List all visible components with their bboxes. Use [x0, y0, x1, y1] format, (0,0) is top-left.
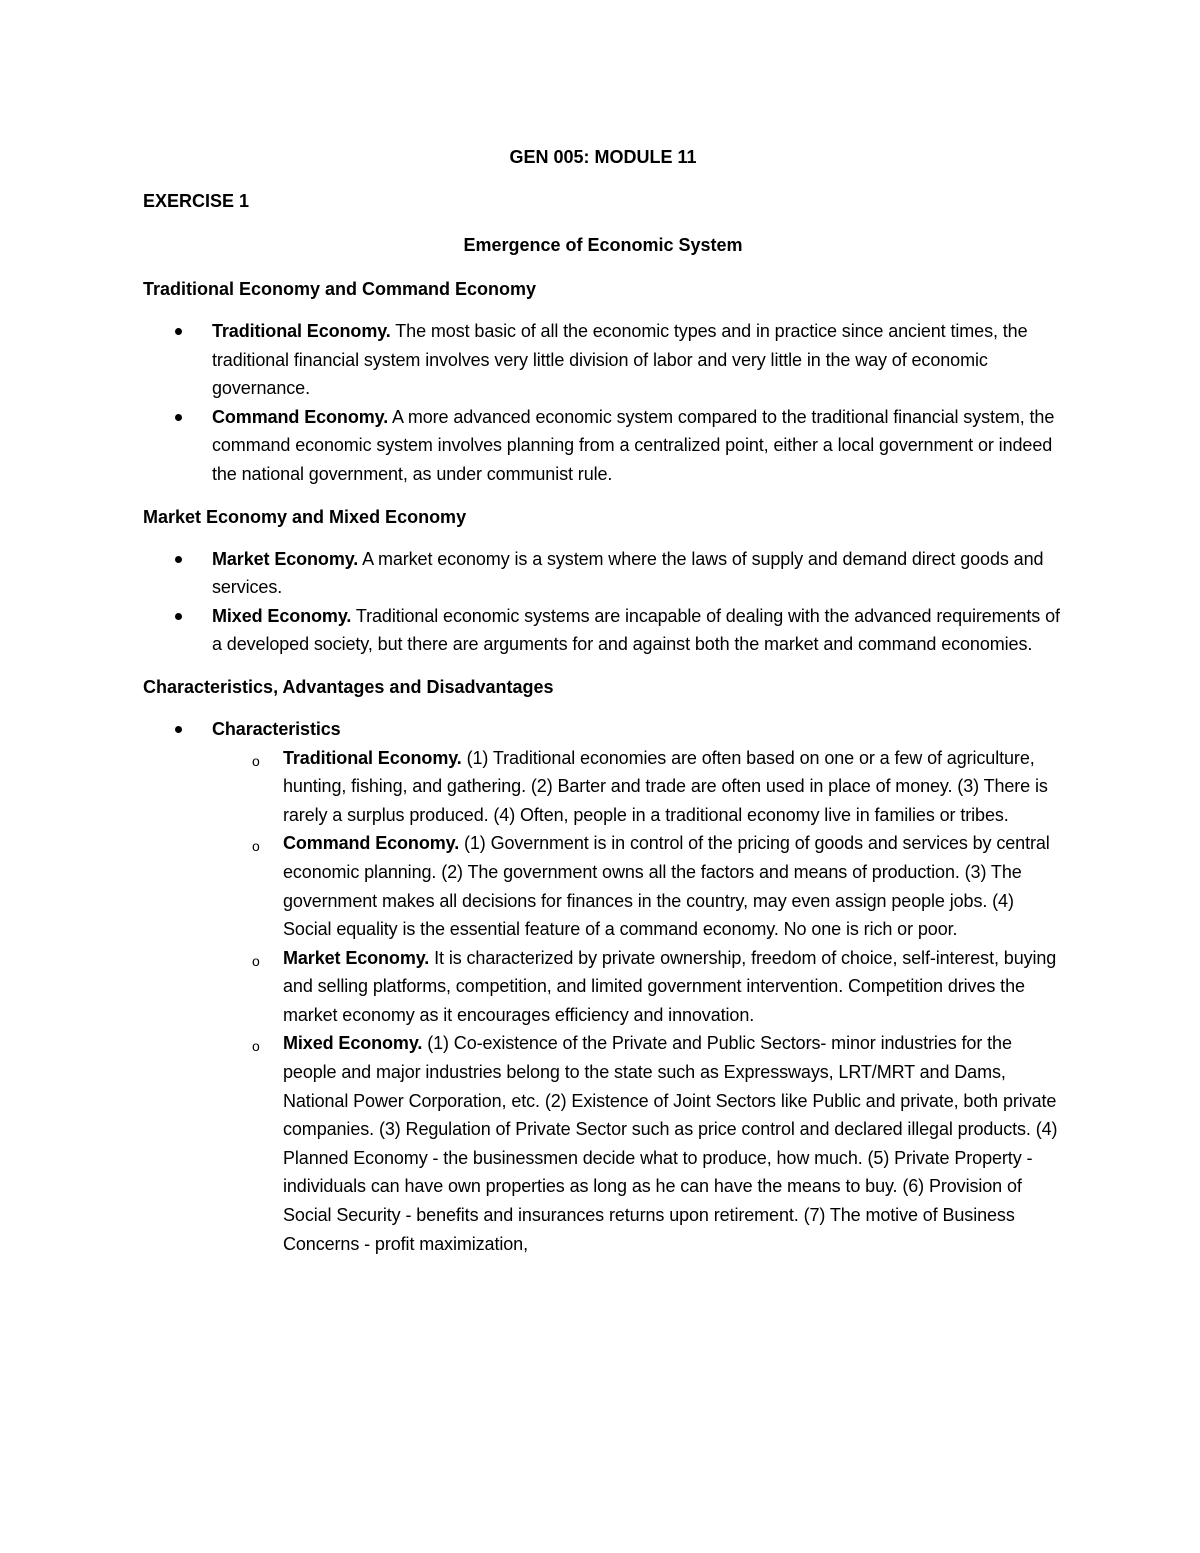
- circle-bullet-icon: o: [252, 952, 260, 969]
- sub-list-item: [212, 829, 1063, 943]
- section-heading-characteristics: Characteristics, Advantages and Disadvantages: [143, 676, 554, 697]
- sub-list-characteristics: [212, 744, 1063, 1259]
- bullet-list-traditional-command: [143, 317, 1063, 489]
- bullet-icon: [175, 414, 182, 421]
- item-term: Mixed Economy.: [283, 1033, 423, 1054]
- sub-list-item: [212, 1029, 1063, 1258]
- item-text: (1) Government is in control of the pricing of goods and services by central economic planning. (2) The government owns all the factors and means of production. (3) The government makes all decisions for finances in the country, may even assign people jobs. (4) Social equality is the essential feature of a command economy. No one is rich or poor.: [283, 833, 1050, 940]
- section-heading-market-mixed: Market Economy and Mixed Economy: [143, 506, 467, 527]
- item-text: (1) Traditional economies are often based on one or a few of agriculture, hunting, fishing, and gathering. (2) Barter and trade are often used in place of money. (3) There is rarely a surplus produced. (4) Often, people in a traditional economy live in families or tribes.: [283, 747, 1048, 825]
- item-term: Characteristics: [212, 718, 341, 739]
- item-text: The most basic of all the economic types and in practice since ancient times, the traditional financial system involves very little division of labor and very little in the way of economic governance.: [212, 321, 1028, 399]
- list-item: [143, 602, 1063, 659]
- exercise-label: EXERCISE 1: [143, 191, 250, 211]
- document-title: GEN 005: MODULE 11: [509, 147, 697, 167]
- list-item: [143, 715, 1063, 1258]
- bullet-icon: [175, 613, 182, 620]
- sub-list-item: [212, 744, 1063, 830]
- circle-bullet-icon: o: [252, 752, 260, 769]
- item-term: Market Economy.: [283, 947, 430, 968]
- circle-bullet-icon: o: [252, 838, 260, 855]
- item-text: A market economy is a system where the laws of supply and demand direct goods and services.: [212, 548, 1044, 598]
- item-term: Mixed Economy.: [212, 605, 352, 626]
- list-item: [143, 403, 1063, 489]
- item-term: Command Economy.: [212, 406, 389, 427]
- item-term: Command Economy.: [283, 833, 460, 854]
- bullet-list-market-mixed: [143, 545, 1063, 659]
- item-text: Traditional economic systems are incapable of dealing with the advanced requirements of a developed society, but there are arguments for and against both the market and command economies.: [212, 605, 1060, 655]
- list-item: [143, 545, 1063, 602]
- bullet-icon: [175, 328, 182, 335]
- bullet-list-characteristics: [143, 715, 1063, 1258]
- document-page: [143, 143, 1063, 1272]
- list-item: [143, 317, 1063, 403]
- item-text: A more advanced economic system compared to the traditional financial system, the command economic system involves planning from a centralized point, either a local government or indeed the national government, as under communist rule.: [212, 406, 1055, 484]
- item-term: Market Economy.: [212, 548, 359, 569]
- document-subtitle: Emergence of Economic System: [463, 235, 743, 255]
- section-heading-traditional-command: Traditional Economy and Command Economy: [143, 279, 537, 299]
- bullet-icon: [175, 556, 182, 563]
- item-term: Traditional Economy.: [212, 321, 391, 341]
- item-text: It is characterized by private ownership, freedom of choice, self-interest, buying and selling platforms, competition, and limited government intervention. Competition drives the market economy as it encourages efficiency and innovation.: [283, 947, 1057, 1025]
- item-term: Traditional Economy.: [283, 747, 462, 768]
- circle-bullet-icon: o: [252, 1038, 260, 1055]
- bullet-icon: [175, 726, 182, 733]
- item-text: (1) Co-existence of the Private and Public Sectors- minor industries for the people and major industries belong to the state such as Expressways, LRT/MRT and Dams, National Power Corporation, etc. (2) Existence of Joint Sectors like Public and private, both private companies. (3) Regulation of Private Sector such as price control and declared illegal products. (4) Planned Economy - the businessmen decide what to produce, how much. (5) Private Property - individuals can have own properties as long as he can have the means to buy. (6) Provision of Social Security - benefits and insurances returns upon retirement. (7) The motive of Business Concerns - profit maximization,: [283, 1033, 1058, 1254]
- sub-list-item: [212, 944, 1063, 1030]
